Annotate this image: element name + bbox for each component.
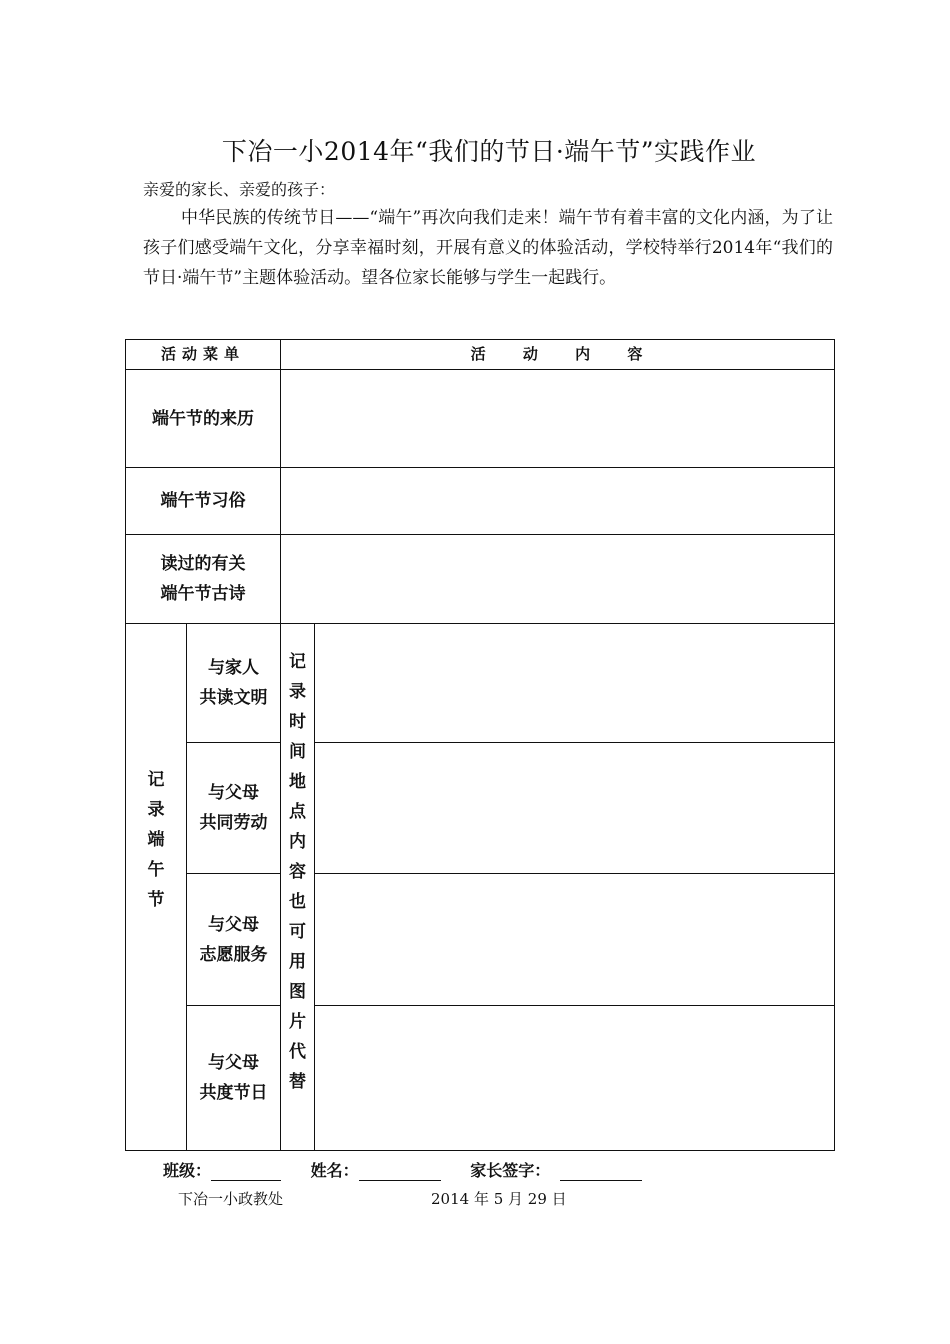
row-label-line: 读过的有关 <box>160 554 246 574</box>
header-activity-content: 活 动 内 容 <box>470 345 645 363</box>
row-label-line: 端午节的来历 <box>152 408 254 429</box>
record-note-char: 间 <box>289 742 306 762</box>
signature-row <box>163 1158 642 1181</box>
answer-cell-festival[interactable] <box>315 1006 834 1150</box>
record-note-char: 片 <box>289 1012 306 1032</box>
record-note-char: 录 <box>289 682 306 702</box>
record-item-reading <box>187 624 280 742</box>
answer-cell-reading[interactable] <box>315 624 834 742</box>
class-field[interactable] <box>211 1160 281 1181</box>
record-note-char: 替 <box>289 1072 306 1092</box>
record-item-line: 与家人 <box>208 658 259 678</box>
issuing-office: 下冶一小政教处 <box>178 1190 284 1208</box>
record-item-line: 共度节日 <box>199 1083 268 1103</box>
row-label-line: 端午节古诗 <box>160 584 246 604</box>
record-note-char: 内 <box>289 832 306 852</box>
issue-date: 2014 年 5 月 29 日 <box>431 1190 567 1208</box>
header-activity-menu: 活动菜单 <box>160 345 245 363</box>
answer-cell-volunteer[interactable] <box>315 874 834 1005</box>
record-item-labor <box>187 743 280 873</box>
record-note <box>281 647 314 1102</box>
record-note-char: 也 <box>289 892 306 912</box>
record-group-char: 节 <box>147 890 165 910</box>
answer-cell-poems[interactable] <box>281 535 834 623</box>
answer-cell-origin[interactable] <box>281 370 834 467</box>
record-note-char: 用 <box>289 952 306 972</box>
record-note-char: 记 <box>289 652 306 672</box>
row-label-poems <box>126 535 280 623</box>
row-label-line: 端午节习俗 <box>160 491 246 511</box>
record-item-festival <box>187 1006 280 1150</box>
record-group-char: 午 <box>147 860 165 880</box>
record-item-line: 志愿服务 <box>199 944 268 965</box>
row-label-customs <box>126 468 280 534</box>
record-note-char: 可 <box>289 922 306 942</box>
record-item-volunteer <box>187 874 280 1005</box>
record-item-line: 共读文明 <box>199 688 268 708</box>
record-note-char: 地 <box>289 772 306 792</box>
record-note-char: 点 <box>289 802 306 822</box>
greeting: 亲爱的家长、亲爱的孩子： <box>143 180 336 199</box>
name-label: 姓名： <box>310 1161 359 1180</box>
parent-sign-label: 家长签字： <box>470 1161 551 1180</box>
record-note-char: 时 <box>289 712 306 732</box>
record-group-char: 记 <box>147 770 165 790</box>
answer-cell-customs[interactable] <box>281 468 834 534</box>
record-note-char: 容 <box>289 862 306 882</box>
row-label-origin <box>126 370 280 467</box>
name-field[interactable] <box>359 1160 441 1181</box>
record-group-label <box>126 760 186 920</box>
document-title: 下冶一小2014年“我们的节日·端午节”实践作业 <box>221 137 757 166</box>
record-item-line: 与父母 <box>208 914 259 935</box>
record-group-char: 录 <box>147 800 165 820</box>
class-label: 班级： <box>163 1161 212 1180</box>
record-item-line: 与父母 <box>208 1053 259 1073</box>
intro-paragraph: 中华民族的传统节日——“端午”再次向我们走来！端午节有着丰富的文化内涵，为了让孩子们感受端午文化，分享幸福时刻，开展有意义的体验活动，学校特举行2014年“我们的节日·端午节”主题体验活动。望各位家长能够与学生一起践行。 <box>143 208 833 288</box>
answer-cell-labor[interactable] <box>315 743 834 873</box>
record-item-line: 共同劳动 <box>199 813 268 833</box>
record-note-char: 代 <box>289 1042 306 1062</box>
parent-sign-field[interactable] <box>560 1160 642 1181</box>
record-item-line: 与父母 <box>208 783 259 803</box>
record-note-char: 图 <box>289 982 306 1002</box>
record-group-char: 端 <box>147 830 165 850</box>
